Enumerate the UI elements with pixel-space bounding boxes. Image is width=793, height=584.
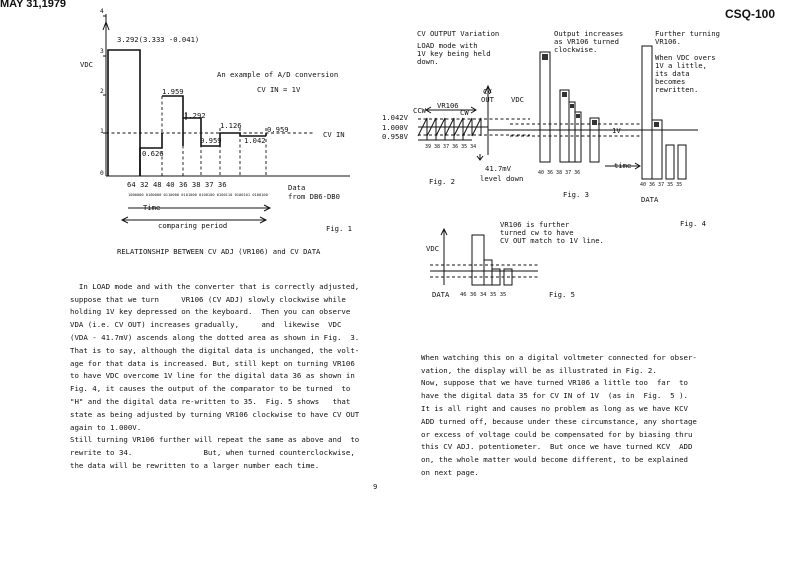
fig2-voltage-1042: 1.042V [382,113,408,122]
fig2-subtitle-1: LOAD mode with [417,41,478,50]
fig2-mv-label: 41.7mV [485,164,511,173]
fig3-note-2: as VR106 turned [554,37,619,46]
fig4-note-line: VR106. [655,37,681,46]
left-line: state as being adjusted by turning VR106 clockwise to have CV OUT [70,409,360,419]
right-line: When watching this on a digital voltmeter connected for obser- [421,352,697,362]
fig3-time-label: time [614,161,632,170]
left-line: VDA (i.e. CV OUT) increases gradually, and likewise VDC [70,320,342,330]
left-line: (VDA - 41.7mV) ascends along the dotted area as shown in Fig. 3. [70,332,360,342]
fig1-binary-row: 1000000 0100000 0110000 0101000 0100100 0100110 0100101 0100100 [128,193,268,197]
fig1-value-1292: 1.292 [184,111,206,120]
fig1-value-0959: 0.959 [267,125,289,134]
right-line: this CV ADJ. potentiometer. But once we have turned KCV ADD [421,442,693,452]
fig2-cv-out-label2: OUT [481,95,494,104]
left-line: Still turning VR106 further will repeat the same as above and to [70,435,360,445]
fig1-caption: Fig. 1 [326,224,352,233]
fig1-value-0959-low: 0.959 [200,136,222,145]
fig5-data-label: DATA [432,290,450,299]
fig3-data-sequence: 40 36 38 37 36 [538,170,581,176]
fig1-from-label: from DB6-DB0 [288,192,340,201]
fig3-diagram [510,40,650,180]
left-line: the data will be rewritten to a larger number each time. [70,460,320,470]
fig2-title: CV OUTPUT Variation [417,29,500,38]
document-id: CSQ-100 [725,7,776,21]
left-line: In LOAD mode and with the converter that is correctly adjusted, [70,281,360,291]
fig5-note-1: VR106 is further [500,220,570,229]
fig1-y-tick-2: 2 [100,88,104,95]
left-line: rewrite to 34. But, when turned counterclockwise, [70,448,355,458]
fig2-caption: Fig. 2 [429,177,455,186]
left-line: to have VDC overcome 1V line for the digital data 36 as shown in [70,371,355,381]
fig1-y-tick-1: 1 [100,128,104,135]
fig4-data-label: DATA [641,195,659,204]
fig2-vdc-label: VDC [511,95,524,104]
fig1-y-tick-4: 4 [100,8,104,15]
fig1-y-tick-0: 0 [100,170,104,177]
fig5-data-sequence: 46 36 34 35 35 [460,292,507,298]
right-line: on next page. [421,467,479,477]
fig3-1v-label: 1V [612,126,621,135]
fig3-note-3: clockwise. [554,45,598,54]
fig2-vr106-label: VR106 [437,101,459,110]
fig4-note-line: rewritten. [655,85,699,94]
fig4-note-line: When VDC overs [655,53,716,62]
fig5-vdc-label: VDC [426,244,439,253]
fig2-level-down-label: level down [480,174,524,183]
fig1-value-1042: 1.042 [244,136,266,145]
fig2-voltage-1000: 1.000V [382,123,408,132]
fig1-y-tick-3: 3 [100,48,104,55]
right-paragraph [421,339,697,493]
left-line: "H" and the digital data re-written to 35. Fig. 5 shows that [70,396,351,406]
fig4-data-sequence: 40 36 37 35 35 [640,182,683,188]
fig4-note-line: Further turning [655,29,720,38]
fig2-cv-out-label: CV [483,87,492,96]
fig1-peak-label: 3.292(3.333 -0.041) [117,35,200,44]
right-line: on, the whole matter would become different, to be explained [421,455,688,465]
left-line: holding 1V key depressed on the keyboard. Then you can observe [70,307,351,317]
fig5-note-2: turned cw to have [500,228,574,237]
fig4-note-line: becomes [655,77,686,86]
right-line: have the digital data 35 for CV IN of 1V (as in Fig. 5 ). [421,391,688,401]
fig1-data-sequence: 64 32 48 40 36 38 37 36 [127,180,227,189]
fig3-note-1: Output increases [554,29,624,38]
fig1-value-1126: 1.126 [220,121,242,130]
relationship-caption: RELATIONSHIP BETWEEN CV ADJ (VR106) and CV DATA [117,247,321,256]
fig1-data-label: Data [288,183,306,192]
fig1-title-line1: An example of A/D conversion [217,70,339,79]
fig1-comparing-label: comparing period [158,221,228,230]
fig2-voltage-0958: 0.958V [382,132,408,141]
fig2-subtitle-2: 1V key being held [417,49,491,58]
left-line: age for that data is increased. But, still kept on turning VR106 [70,358,355,368]
fig1-value-1959: 1.959 [162,87,184,96]
right-line: It is all right and causes no problem as long as we have KCV [421,403,688,413]
page-number: 9 [373,482,378,491]
fig2-cw-label: CW [460,108,469,117]
fig4-note-line: its data [655,69,690,78]
fig1-title-line2: CV IN = 1V [257,85,301,94]
fig4-note-line: 1V a little, [655,61,707,70]
fig2-subtitle-3: down. [417,57,439,66]
fig4-caption: Fig. 4 [680,219,706,228]
fig1-value-0626: 0.626 [142,149,164,158]
fig1-cv-in-label: CV IN [323,130,345,139]
fig5-note-3: CV OUT match to 1V line. [500,236,604,245]
left-line: suppose that we turn VR106 (CV ADJ) slowly clockwise while [70,294,346,304]
fig2-data-sequence: 39 38 37 36 35 34 [425,144,477,150]
fig1-y-axis-label: VDC [80,60,93,69]
right-line: Now, suppose that we have turned VR106 a little too far to [421,378,688,388]
right-line: vation, the display will be as illustrated in Fig. 2. [421,365,657,375]
right-line: or excess of voltage could be compensated for by biasing thru [421,429,693,439]
fig2-ccw-label: CCW [413,106,426,115]
right-line: ADD turned off, because under these circumstance, any shortage [421,416,697,426]
left-line: Fig. 4, it causes the output of the comparator to be turned to [70,384,351,394]
fig5-caption: Fig. 5 [549,290,575,299]
left-paragraph [70,268,359,486]
left-line: That is to say, although the digital data is unchanged, the volt- [70,345,360,355]
left-line: again to 1.000V. [70,422,142,432]
fig3-caption: Fig. 3 [563,190,589,199]
fig1-time-label: Time [143,203,161,212]
document-date: MAY 31,1979 [0,0,67,10]
